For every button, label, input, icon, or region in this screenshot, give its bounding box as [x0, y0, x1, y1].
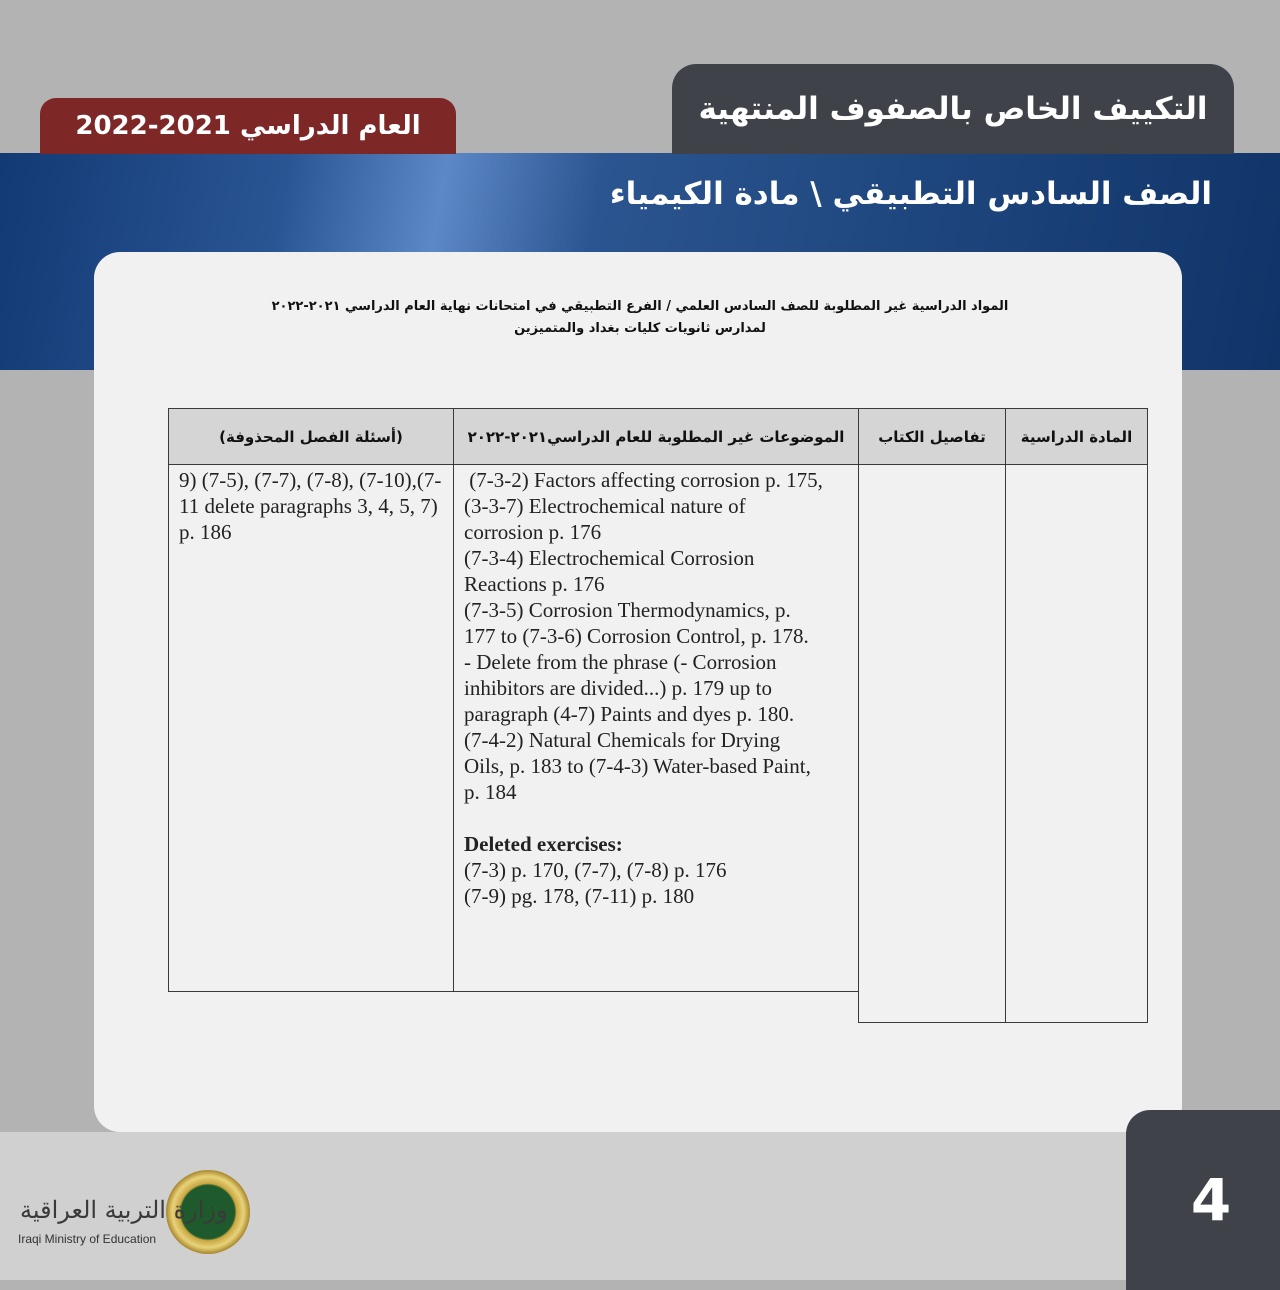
page-title: التكييف الخاص بالصفوف المنتهية [672, 64, 1234, 154]
academic-year-badge: العام الدراسي 2021-2022 [40, 98, 456, 154]
topic-line: paragraph (4-7) Paints and dyes p. 180. [464, 702, 795, 726]
card-heading-line-1: المواد الدراسية غير المطلوبة للصف السادس العلمي / الفرع التطبيقي في امتحانات نهاية العام الدراسي ٢٠٢١-٢٠٢٢ [271, 299, 1009, 314]
topic-line: p. 184 [464, 780, 517, 804]
topic-line: inhibitors are divided...) p. 179 up to [464, 676, 772, 700]
subject-cell [1005, 464, 1148, 1023]
questions-text: 9) (7-5), (7-7), (7-8), (7-10),(7-11 delete paragraphs 3, 4, 5, 7) p. 186 [179, 468, 442, 544]
deleted-exercise-line: (7-9) pg. 178, (7-11) p. 180 [464, 884, 695, 908]
header-topics: الموضوعات غير المطلوبة للعام الدراسي٢٠٢١-٢٠٢٢ [453, 408, 859, 465]
header-questions: (أسئلة الفصل المحذوفة) [168, 408, 454, 465]
topic-line: 177 to (7-3-6) Corrosion Control, p. 178. [464, 624, 809, 648]
topic-line: - Delete from the phrase (- Corrosion [464, 650, 777, 674]
topic-line: (7-3-5) Corrosion Thermodynamics, p. [464, 598, 791, 622]
header-subject: المادة الدراسية [1005, 408, 1148, 465]
card-heading-line-2: لمدارس ثانويات كليات بغداد والمتميزين [514, 321, 766, 336]
header-book-details: تفاصيل الكتاب [858, 408, 1006, 465]
book-details-cell [858, 464, 1006, 1023]
questions-cell [168, 464, 454, 992]
topics-cell [453, 464, 859, 992]
ministry-name-english: Iraqi Ministry of Education [18, 1232, 157, 1246]
topic-line: Oils, p. 183 to (7-4-3) Water-based Paint, [464, 754, 811, 778]
topic-line: (7-3-2) Factors affecting corrosion p. 175, [464, 468, 823, 492]
topic-line: (7-3-4) Electrochemical Corrosion [464, 546, 755, 570]
subject-title: الصف السادس التطبيقي \ مادة الكيمياء [609, 176, 1212, 212]
ministry-name-arabic: وزارة التربية العراقية [20, 1196, 228, 1224]
topics-list [464, 467, 848, 805]
topic-line: corrosion p. 176 [464, 520, 602, 544]
card-heading [190, 296, 1090, 340]
topic-line: (3-3-7) Electrochemical nature of [464, 494, 746, 518]
deleted-exercise-line: (7-3) p. 170, (7-7), (7-8) p. 176 [464, 858, 727, 882]
topic-line: (7-4-2) Natural Chemicals for Drying [464, 728, 781, 752]
deleted-exercises-title: Deleted exercises: [464, 832, 623, 856]
deleted-exercises-list [464, 857, 848, 909]
page-number: 4 [1126, 1110, 1280, 1290]
topic-line: Reactions p. 176 [464, 572, 605, 596]
